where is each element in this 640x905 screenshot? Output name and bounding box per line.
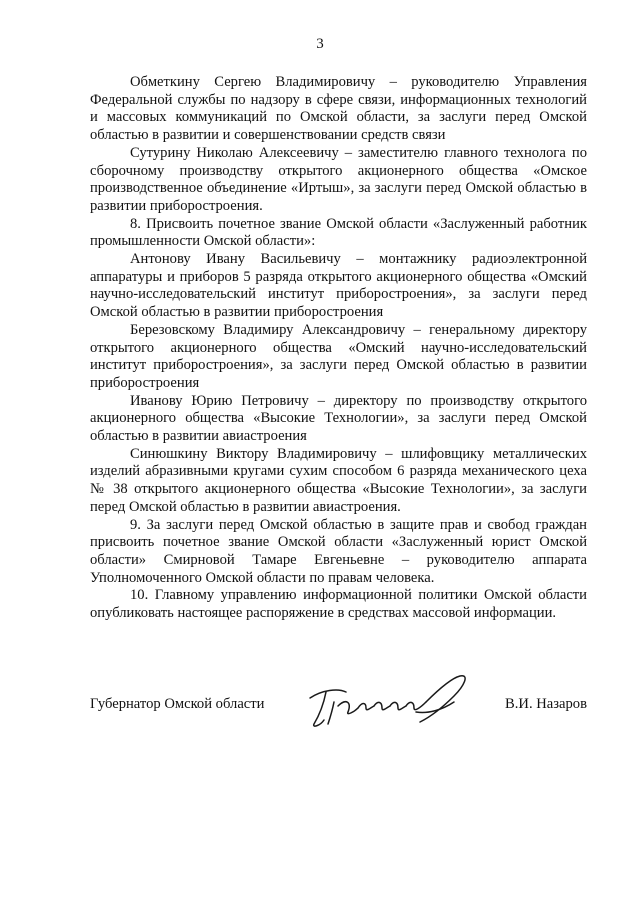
page-number: 3 xyxy=(316,36,324,52)
paragraph-item-10: 10. Главному управлению информационной политики Омской области опубликовать настоящее распоряжение в средствах массовой информации. xyxy=(90,587,587,622)
paragraph-sinyushkin: Синюшкину Виктору Владимировичу – шлифовщику металлических изделий абразивными кругами сухим способом 6 разряда механического цеха № 38 открытого акционерного общества «Высокие Технологии», за заслуги перед Омской областью в развитии авиастроения. xyxy=(90,445,587,515)
paragraph-ivanov: Иванову Юрию Петровичу – директору по производству открытого акционерного общества «Высокие Технологии», за заслуги перед Омской областью в развитии авиастроения xyxy=(90,392,587,445)
paragraph-berezovsky: Березовскому Владимиру Александровичу – генеральному директору открытого акционерного общества «Омский научно-исследовательский институт приборостроения», за заслуги перед Омской областью в развитии приборостроения xyxy=(90,321,587,391)
document-body xyxy=(90,74,587,623)
paragraph-suturin: Сутурину Николаю Алексеевичу – заместителю главного технолога по сборочному производству открытого акционерного общества «Омское производственное объединение «Иртыш», за заслуги перед Омской областью в развитии приборостроения. xyxy=(90,144,587,214)
paragraph-item-9: 9. За заслуги перед Омской областью в защите прав и свобод граждан присвоить почетное звание Омской области «Заслуженный юрист Омской области» Смирновой Тамаре Евгеньевне – руководителю аппарата Уполномоченного Омской области по правам человека. xyxy=(90,516,587,586)
signatory-name: В.И. Назаров xyxy=(505,696,587,712)
handwritten-signature-icon xyxy=(304,672,474,730)
signatory-position: Губернатор Омской области xyxy=(90,696,265,712)
paragraph-obmetkin: Обметкину Сергею Владимировичу – руководителю Управления Федеральной службы по надзору в сфере связи, информационных технологий и массовых коммуникаций по Омской области, за заслуги перед Омской областью в развитии и совершенствовании средств связи xyxy=(90,74,587,144)
paragraph-antonov: Антонову Ивану Васильевичу – монтажнику радиоэлектронной аппаратуры и приборов 5 разряда открытого акционерного общества «Омский научно-исследовательский институт приборостроения», за заслуги перед Омской областью в развитии приборостроения xyxy=(90,251,587,321)
signature-block xyxy=(90,672,587,732)
paragraph-item-8: 8. Присвоить почетное звание Омской области «Заслуженный работник промышленности Омской области»: xyxy=(90,215,587,250)
